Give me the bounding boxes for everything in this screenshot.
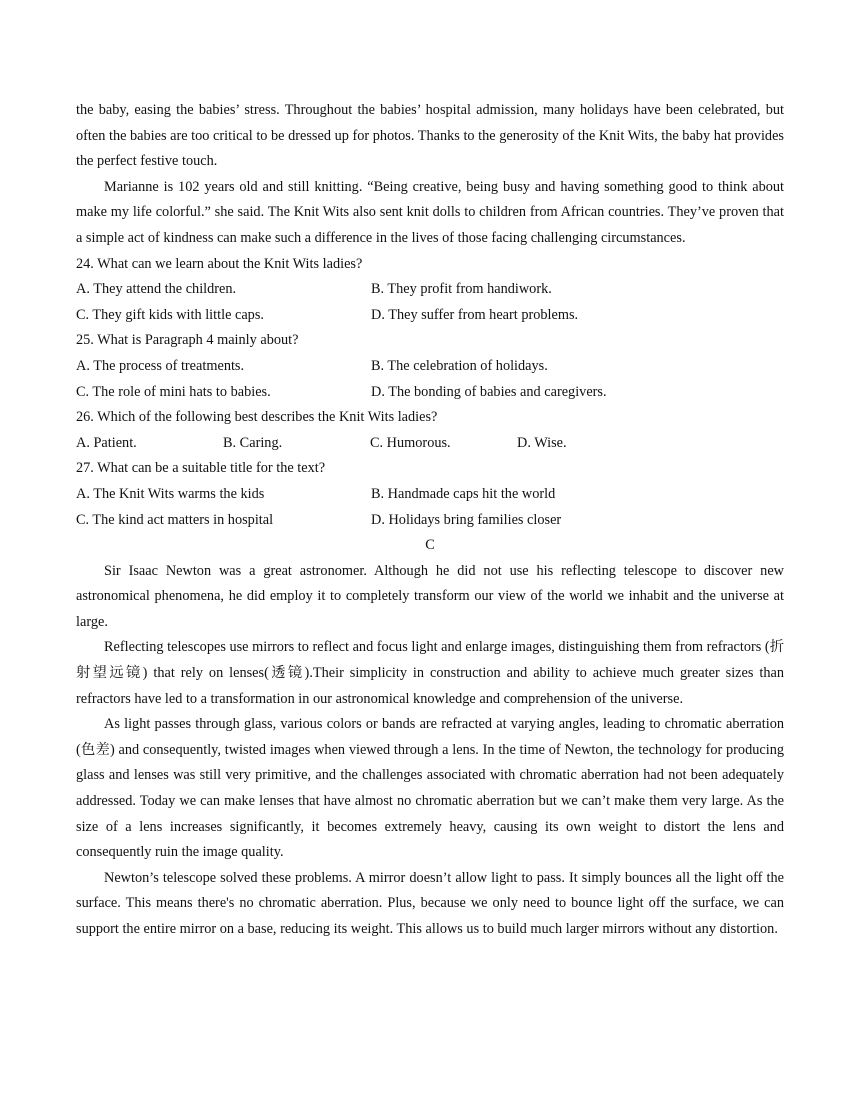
section-heading: C (425, 537, 435, 554)
option-b: B. Caring. (223, 434, 283, 451)
option-c: C. The kind act matters in hospital (76, 511, 274, 528)
passage-b-paragraph: Marianne is 102 years old and still knitting. “Being creative, being busy and having something good to think about make my life colorful.” she said. The Knit Wits also sent knit dolls to children from African countries. They’ve proven that a simple act of kindness can make such a difference in the lives of those facing challenging circumstances. (76, 178, 784, 246)
options-row (76, 508, 784, 534)
question-stem: 25. What is Paragraph 4 mainly about? (76, 332, 299, 349)
options-row (76, 431, 784, 457)
option-a: A. They attend the children. (76, 281, 237, 298)
question-26 (76, 405, 784, 456)
options-row (76, 380, 784, 406)
question-stem: 27. What can be a suitable title for the text? (76, 460, 326, 477)
passage-c-paragraph: Sir Isaac Newton was a great astronomer. Although he did not use his reflecting telescope to discover new astronomical phenomena, he did employ it to completely transform our view of the world we inhabit and the universe at large. (76, 562, 784, 630)
option-b: B. Handmade caps hit the world (371, 485, 556, 502)
options-row (76, 354, 784, 380)
option-d: D. The bonding of babies and caregivers. (371, 383, 607, 400)
option-a: A. Patient. (76, 434, 137, 451)
passage-c-paragraph: As light passes through glass, various colors or bands are refracted at varying angles, leading to chromatic aberration (色差) and consequently, twisted images when viewed through a lens. In the time of Newton, the technology for producing glass and lenses was still very primitive, and the challenges associated with chromatic aberration had not been adequately addressed. Today we can make lenses that have almost no chromatic aberration but we can’t make them very large. As the size of a lens increases significantly, it becomes extremely heavy, causing its own weight to distort the lens and consequently ruin the image quality. (76, 716, 784, 861)
option-c: C. The role of mini hats to babies. (76, 383, 271, 400)
question-24 (76, 252, 784, 329)
passage-c-paragraph: Reflecting telescopes use mirrors to reflect and focus light and enlarge images, distinguishing them from refractors (折射望远镜) that rely on lenses(透镜).Their simplicity in construction and ability to achieve much greater sizes than refractors have led to a transformation in our astronomical knowledge and comprehension of the universe. (76, 639, 784, 707)
option-d: D. Wise. (517, 434, 567, 451)
options-row (76, 482, 784, 508)
passage-b-paragraph: the baby, easing the babies’ stress. Throughout the babies’ hospital admission, many holidays have been celebrated, but often the babies are too critical to be dressed up for photos. Thanks to the generosity of the Knit Wits, the baby hat provides the perfect festive touch. (76, 102, 784, 170)
option-b: B. The celebration of holidays. (371, 357, 548, 374)
option-b: B. They profit from handiwork. (371, 281, 552, 298)
option-d: D. They suffer from heart problems. (371, 306, 579, 323)
option-c: C. Humorous. (370, 434, 451, 451)
question-stem: 24. What can we learn about the Knit Wits ladies? (76, 255, 363, 272)
question-25 (76, 328, 784, 405)
options-row (76, 303, 784, 329)
option-d: D. Holidays bring families closer (371, 511, 562, 528)
question-27 (76, 456, 784, 533)
option-a: A. The process of treatments. (76, 357, 245, 374)
option-c: C. They gift kids with little caps. (76, 306, 264, 323)
passage-c-paragraph: Newton’s telescope solved these problems. A mirror doesn’t allow light to pass. It simply bounces all the light off the surface. This means there's no chromatic aberration. Plus, because we only need to bounce light off the surface, we can support the entire mirror on a base, reducing its weight. This allows us to build much larger mirrors without any distortion. (76, 869, 784, 937)
options-row (76, 277, 784, 303)
option-a: A. The Knit Wits warms the kids (76, 485, 265, 502)
page-content (76, 98, 784, 943)
question-stem: 26. Which of the following best describes the Knit Wits ladies? (76, 409, 438, 426)
